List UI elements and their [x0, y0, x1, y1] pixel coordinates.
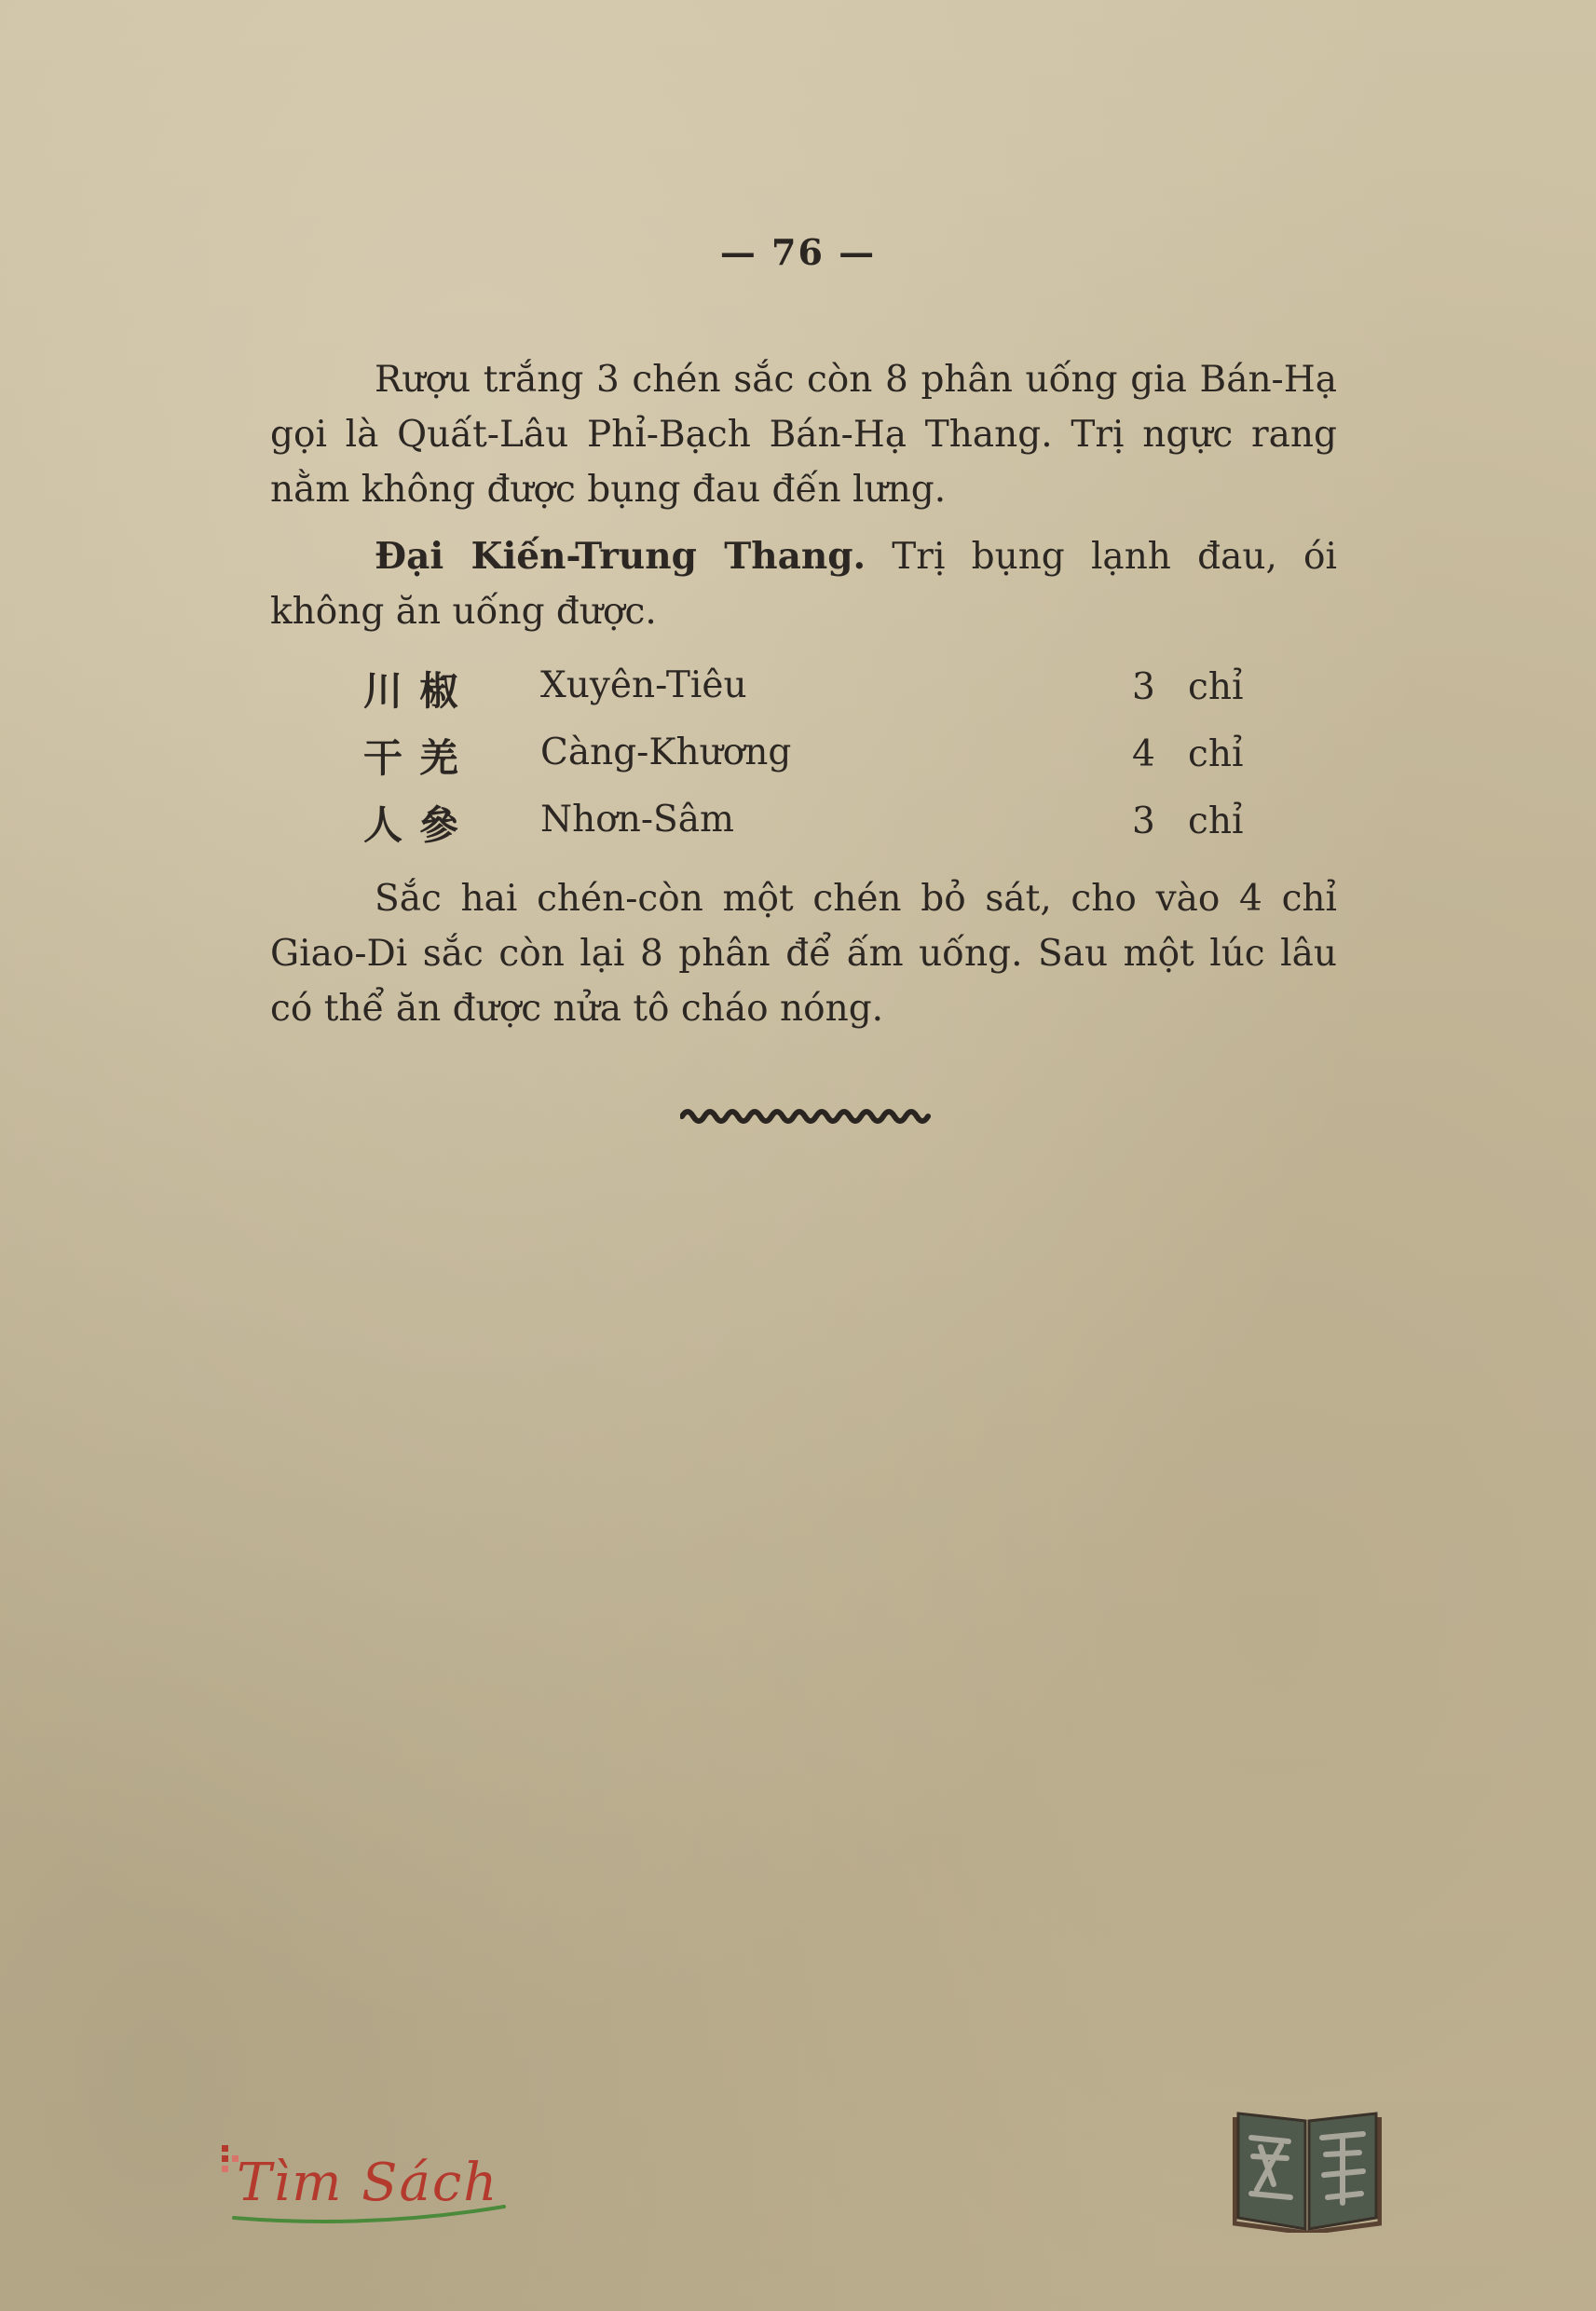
ingredient-list [363, 657, 1295, 858]
watermark-logo-left [220, 2143, 509, 2232]
book-logo-icon [1233, 2100, 1382, 2233]
paragraph-1-text: Rượu trắng 3 chén sắc còn 8 phân uống gia Bán-Hạ gọi là Quất-Lâu Phỉ-Bạch Bán-Hạ Thang. Trị ngực rang nằm không được bụng đau đến lưng. [270, 359, 1337, 511]
ingredient-unit: chỉ [1188, 666, 1244, 708]
paragraph-2 [270, 529, 1337, 639]
ingredient-name: Càng-Khương [540, 732, 792, 773]
ingredient-cjk: 川椒 [363, 668, 476, 714]
ingredient-row [363, 657, 1295, 724]
ingredient-row [363, 791, 1295, 858]
ingredient-name: Nhơn-Sâm [540, 799, 734, 841]
paragraph-3-text: Sắc hai chén-còn một chén bỏ sát, cho vào 4 chỉ Giao-Di sắc còn lại 8 phân để ấm uống. Sau một lúc lâu có thể ăn được nửa tô cháo nóng. [270, 878, 1337, 1030]
ingredient-unit: chỉ [1188, 800, 1244, 842]
ingredient-qty: 4 [1132, 733, 1155, 775]
ingredient-name: Xuyên-Tiêu [540, 664, 747, 706]
wave-divider-icon [680, 1105, 936, 1126]
remedy-title: Đại Kiến-Trung Thang. [375, 535, 866, 578]
swoosh-icon [229, 2199, 509, 2227]
page-number: — 76 — [719, 231, 877, 273]
watermark-text: Tìm Sách [237, 2153, 499, 2213]
ingredient-cjk: 人參 [363, 802, 476, 848]
paragraph-2-text: Trị bụng lạnh đau, ói không ăn uống được. [270, 536, 1337, 633]
paragraph-3 [270, 871, 1337, 1036]
ingredient-qty: 3 [1132, 800, 1155, 842]
ingredient-cjk: 干羌 [363, 735, 476, 781]
ingredient-qty: 3 [1132, 666, 1155, 708]
paragraph-1 [270, 352, 1337, 517]
ingredient-unit: chỉ [1188, 733, 1244, 775]
ingredient-row [363, 724, 1295, 791]
